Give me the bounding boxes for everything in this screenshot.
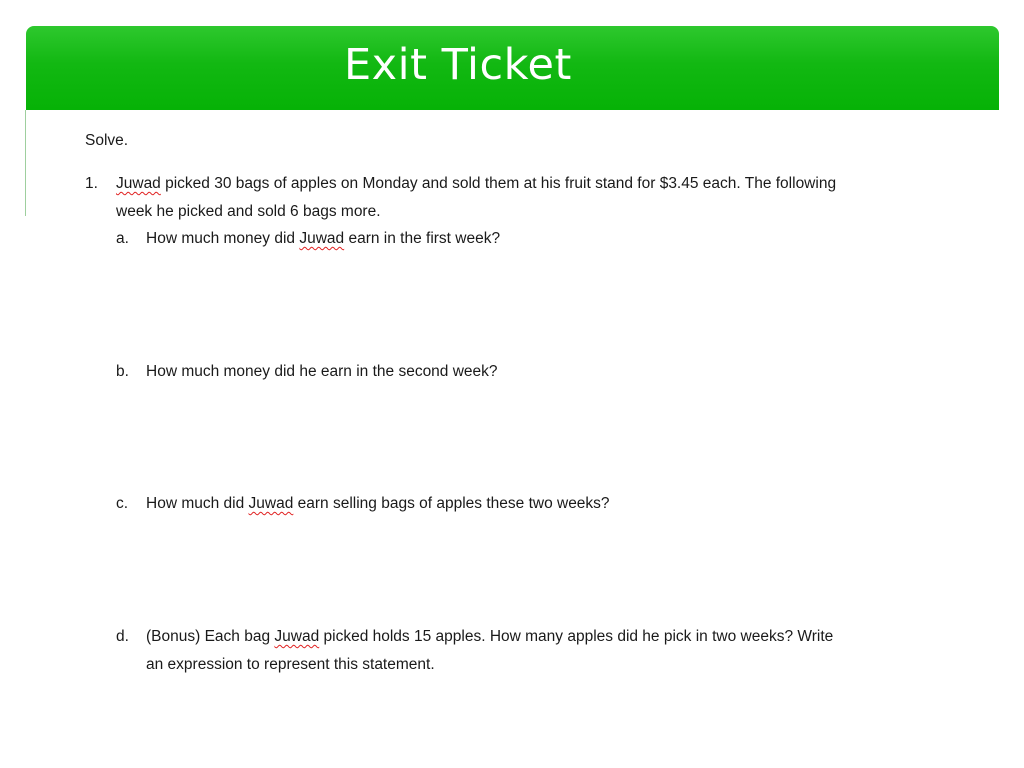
part-c-question [146,494,610,514]
problem-line-1 [116,174,836,194]
part-a-text-start: How much money did [146,230,300,247]
part-c-text-start: How much did [146,495,249,512]
part-c-label: c. [116,495,129,512]
part-d-question-line-1 [146,627,833,647]
part-d-text-end: picked holds 15 apples. How many apples did he pick in two weeks? Write [319,628,834,645]
part-b-label: b. [116,363,129,380]
part-a-text-end: earn in the first week? [344,230,501,247]
instruction-text: Solve. [85,132,129,149]
spellcheck-word: Juwad [299,230,345,247]
part-a-question [146,229,500,249]
problem-line-1-text: picked 30 bags of apples on Monday and sold them at his fruit stand for $3.45 each. The following [160,175,837,192]
part-d-label: d. [116,628,129,645]
part-d-text-start: (Bonus) Each bag [146,628,275,645]
page-title: Exit Ticket [344,40,572,90]
spellcheck-word: Juwad [116,175,161,192]
spellcheck-word: Juwad [248,495,294,512]
spellcheck-word: Juwad [274,628,320,645]
part-d-question-line-2: an expression to represent this statement. [146,656,435,673]
part-b-question: How much money did he earn in the second week? [146,363,498,380]
part-a-label: a. [116,230,129,247]
problem-number: 1. [85,175,98,192]
part-c-text-end: earn selling bags of apples these two weeks? [293,495,610,512]
problem-line-2: week he picked and sold 6 bags more. [116,203,381,220]
